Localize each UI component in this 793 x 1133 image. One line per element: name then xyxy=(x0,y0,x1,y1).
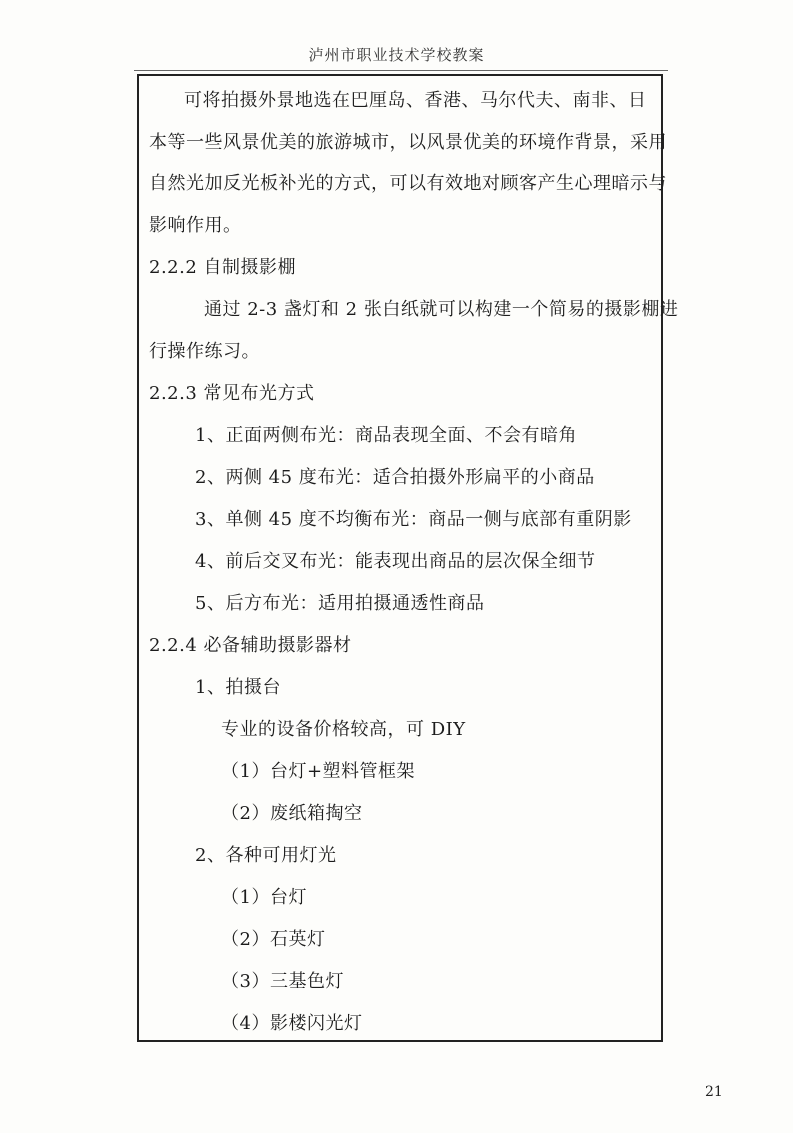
list-item: 3、单侧 45 度不均衡布光：商品一侧与底部有重阴影 xyxy=(195,509,632,530)
paragraph-line: 通过 2-3 盏灯和 2 张白纸就可以构建一个简易的摄影棚进 xyxy=(204,299,679,320)
item-description: 专业的设备价格较高，可 DIY xyxy=(221,719,466,740)
paragraph-line: 可将拍摄外景地选在巴厘岛、香港、马尔代夫、南非、日 xyxy=(184,90,647,111)
paragraph-line: 本等一些风景优美的旅游城市，以风景优美的环境作背景，采用 xyxy=(149,132,667,153)
sub-list-item: （4）影楼闪光灯 xyxy=(221,1013,363,1034)
paragraph-line: 自然光加反光板补光的方式，可以有效地对顾客产生心理暗示与 xyxy=(149,173,667,194)
paragraph-line: 影响作用。 xyxy=(149,215,242,236)
header-divider xyxy=(134,70,668,71)
sub-list-item: （3）三基色灯 xyxy=(221,971,344,992)
sub-list-item: （1）台灯+塑料管框架 xyxy=(221,761,416,782)
paragraph-line: 行操作练习。 xyxy=(149,341,260,362)
list-item: 2、两侧 45 度布光：适合拍摄外形扁平的小商品 xyxy=(195,467,595,488)
sub-list-item: （1）台灯 xyxy=(221,887,307,908)
section-heading-2-2-3: 2.2.3 常见布光方式 xyxy=(149,383,315,404)
list-item: 2、各种可用灯光 xyxy=(195,845,337,866)
list-item: 1、拍摄台 xyxy=(195,677,281,698)
list-item: 1、正面两侧布光：商品表现全面、不会有暗角 xyxy=(195,425,577,446)
sub-list-item: （2）废纸箱掏空 xyxy=(221,803,363,824)
page-number: 21 xyxy=(705,1084,723,1100)
section-heading-2-2-2: 2.2.2 自制摄影棚 xyxy=(149,257,297,278)
section-heading-2-2-4: 2.2.4 必备辅助摄影器材 xyxy=(149,635,352,656)
list-item: 4、前后交叉布光：能表现出商品的层次保全细节 xyxy=(195,551,596,572)
list-item: 5、后方布光：适用拍摄通透性商品 xyxy=(195,593,485,614)
page-header-title: 泸州市职业技术学校教案 xyxy=(308,46,485,64)
sub-list-item: （2）石英灯 xyxy=(221,929,326,950)
